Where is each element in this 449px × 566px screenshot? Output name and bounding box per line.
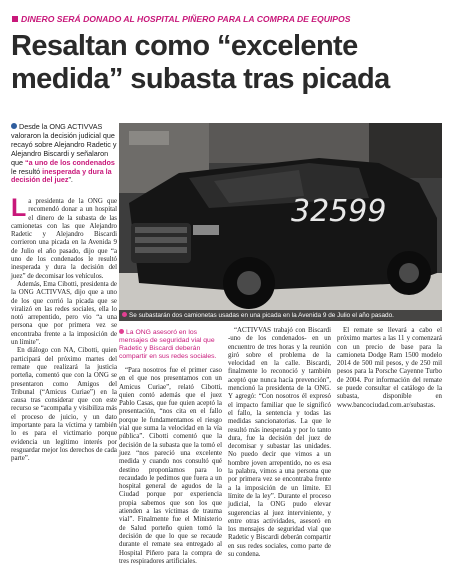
drop-cap: L	[11, 194, 27, 222]
callout-text: La ONG asesoró en los mensajes de seguridad vial que Radetic y Biscardi deberán compartir en sus redes sociales.	[119, 329, 217, 360]
summary-part-6: ”.	[68, 175, 73, 185]
body-column-4	[337, 327, 442, 525]
body-paragraph-1	[11, 194, 117, 281]
headline-line-1: Resaltan como “excelente	[11, 30, 358, 62]
summary-bullet-icon	[11, 123, 17, 129]
plate-number-text: 32599	[291, 194, 387, 229]
article-summary	[11, 123, 117, 185]
article-photo	[119, 123, 442, 321]
summary-part-4: le resultó	[11, 166, 41, 176]
article-callout	[119, 329, 223, 361]
kicker-square-icon	[12, 16, 18, 22]
summary-part-2: valoraron la decisión judicial que recayó sobre Alejandro Radetic y Alejandro Biscardi y señalaron que	[11, 130, 117, 167]
body-column-2	[119, 367, 222, 565]
body-paragraph-2: Además, Ema Cibotti, presidenta de la ONG ACTIVVAS, dijo que a uno de los que corrió la picada que se viralizó en las redes sociales, ella lo notó arrepentido, pero vio “a una persona que por primera vez se encontraba frente a la imposición de un límite”.	[11, 280, 117, 347]
body-paragraph-1-text: a presidenta de la ONG que recomendó donar a un hospital el dinero de la subasta de las camionetas con las que Alejandro Radetic y Alejandro Biscardi corrieron una picada en la Avenida 9 de Julio el año pasado, dijo que “a uno de los condenados le resultó inesperada y dura la decisión del juez” de decomisar los vehículos.	[11, 198, 117, 280]
headline-line-2: medida” subasta tras picada	[11, 63, 390, 95]
photo-caption	[119, 310, 442, 321]
callout-dot-icon	[119, 329, 124, 334]
summary-part-1: Desde la ONG ACTIVVAS	[19, 122, 103, 131]
summary-part-3: “a uno de los condenados	[25, 157, 115, 167]
body-column-3	[228, 327, 331, 559]
body-paragraph-6: El remate se llevará a cabo el próximo martes a las 11 y comenzará con un precio de base para la camioneta Dodge Ram 1500 modelo 2014 de 500 mil pesos, y de 250 mil pesos para la Porsche Cayenne Turbo de 2004. Por información del remate se puede consultar el catálogo de la subasta, disponible en www.bancociudad.com.ar/subastas.	[337, 327, 442, 409]
body-paragraph-3: En diálogo con NA, Cibotti, quien participará del próximo martes del remate que realizará la justicia porteña, comentó que con la ONG se presentaron como Amigos del Tribunal (“Amicus Curiae”) en la causa tras considerar que con este recurso se “acompaña y visibiliza más el proceso de juicio, y un dato importante para la víctima y también lo es para el victimario porque evidencia un legítimo interés por resguardar mejor los derechos de cada parte”.	[11, 347, 117, 463]
caption-dot-icon	[122, 312, 127, 317]
pickup-truck-photo	[119, 123, 442, 321]
article-kicker	[12, 14, 442, 24]
body-paragraph-4: “Para nosotros fue el primer caso en el que nos presentamos con un Amicus Curiae”, relató Cibotti, quien contó además que el juez Pablo Casas, que fue quien aceptó la presentación, “nos cita en el fallo porque le fundamentamos el riesgo vial que suma la velocidad en la vía pública”. Cibotti comentó que la decisión de la subasta que la tomó el juez “nos pareció una excelente medida y cuando nos consultó qué destino proponíamos para lo recaudado le pedimos que fuera a un hospital general de agudos de la Ciudad porque por experiencia propia sabemos que son los que atienden a las víctimas de trauma vial”. Finalmente fue el Ministerio de Salud porteño quien tomó la decisión de que lo que se recaude durante el remate sea entregado al Hospital Piñero para la compra de tres respiradores artificiales.	[119, 367, 222, 565]
body-paragraph-5: “ACTIVVAS trabajó con Biscardi -uno de los condenados- en un encuentro de tres horas y la reunión giró sobre el problema de la velocidad en la calle. Biscardi, finalmente lo reconoció y también aceptó que nunca hacía prevención”, mencionó la presidenta de la ONG. Y agregó: “Con nosotros él expresó el impacto familiar que le significó el fallo, la sentencia y todas las medidas sancionatorias. La que le resultó más inesperada y por lo tanto dura, fue la decisión del juez de decomisar y subastar las unidades. No puedo decir que vimos a un hombre joven arrepentido, no es esa la palabra, vimos a una persona que por primera vez se encontraba frente a la imposición de un límite. El límite de la ley”. Durante el proceso judicial, la ONG pudo elevar sugerencias al juez interviniente, y entre otras actividades, asesoró en los mensajes de seguridad vial que Radetic y Biscardi deberán compartir en sus redes sociales, como parte de su condena.	[228, 327, 331, 559]
summary-part-5: inesperada y dura la decisión del juez	[11, 166, 112, 185]
kicker-text: DINERO SERÁ DONADO AL HOSPITAL PIÑERO PARA LA COMPRA DE EQUIPOS	[21, 14, 351, 24]
article-headline	[11, 30, 443, 96]
photo-caption-text: Se subastarán dos camionetas usadas en una picada en la Avenida 9 de Julio el año pasado.	[129, 312, 394, 319]
body-column-1	[11, 194, 117, 464]
